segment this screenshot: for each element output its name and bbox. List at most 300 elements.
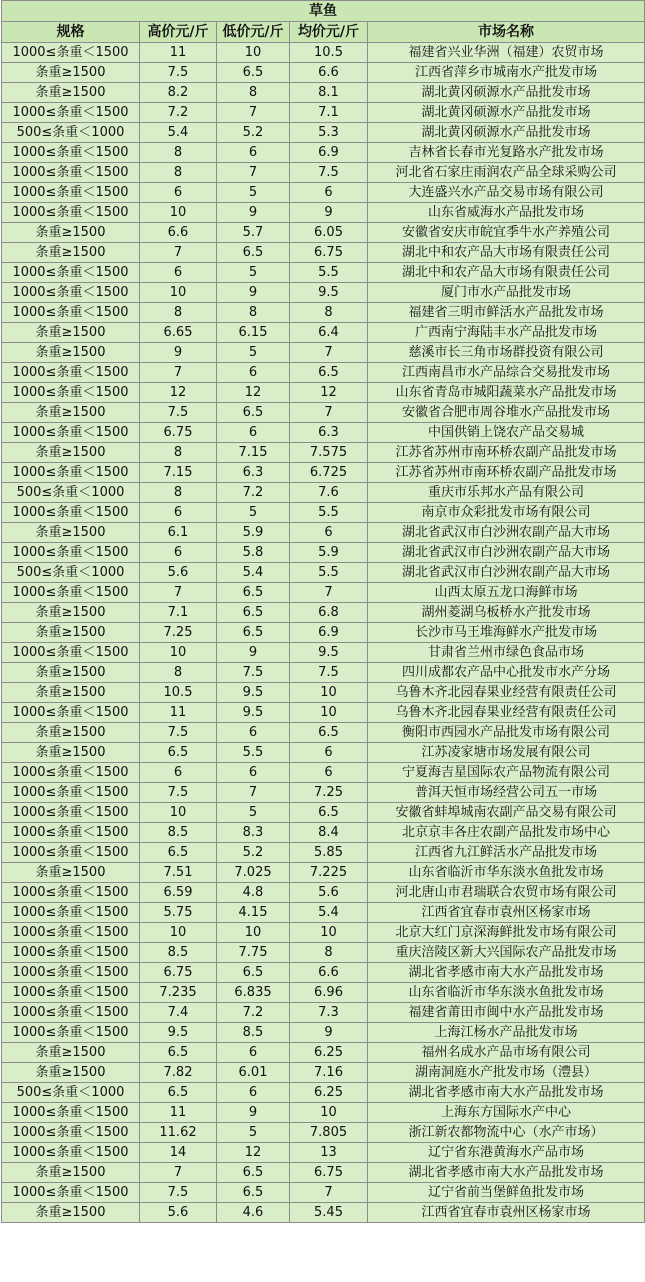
cell-market: 大连盛兴水产品交易市场有限公司 (368, 183, 645, 203)
cell-market: 江苏凌家塘市场发展有限公司 (368, 743, 645, 763)
cell-spec: 条重≥1500 (2, 603, 140, 623)
cell-low-price: 6.01 (217, 1063, 290, 1083)
table-row (2, 563, 645, 583)
cell-avg-price: 7 (290, 1183, 368, 1203)
table-row (2, 123, 645, 143)
cell-avg-price: 9 (290, 1023, 368, 1043)
cell-low-price: 6.5 (217, 63, 290, 83)
cell-spec: 条重≥1500 (2, 1063, 140, 1083)
cell-high-price: 5.75 (140, 903, 217, 923)
table-row (2, 643, 645, 663)
cell-avg-price: 7.5 (290, 163, 368, 183)
cell-avg-price: 5.5 (290, 503, 368, 523)
cell-low-price: 5 (217, 263, 290, 283)
cell-avg-price: 10 (290, 923, 368, 943)
cell-avg-price: 6 (290, 183, 368, 203)
cell-high-price: 8.5 (140, 823, 217, 843)
cell-high-price: 9.5 (140, 1023, 217, 1043)
cell-low-price: 6.5 (217, 623, 290, 643)
table-row (2, 1183, 645, 1203)
cell-market: 北京京丰各庄农副产品批发市场中心 (368, 823, 645, 843)
cell-spec: 1000≤条重＜1500 (2, 383, 140, 403)
cell-avg-price: 6.3 (290, 423, 368, 443)
header-avg-price: 均价元/斤 (290, 22, 368, 43)
cell-spec: 1000≤条重＜1500 (2, 763, 140, 783)
cell-market: 安徽省蚌埠城南农副产品交易有限公司 (368, 803, 645, 823)
cell-spec: 1000≤条重＜1500 (2, 543, 140, 563)
cell-avg-price: 6.5 (290, 723, 368, 743)
cell-high-price: 7.5 (140, 1183, 217, 1203)
cell-low-price: 4.15 (217, 903, 290, 923)
cell-market: 湖北黄冈硕源水产品批发市场 (368, 103, 645, 123)
cell-high-price: 7.5 (140, 63, 217, 83)
cell-market: 北京大红门京深海鲜批发市场有限公司 (368, 923, 645, 943)
cell-high-price: 6.5 (140, 1083, 217, 1103)
header-low-price: 低价元/斤 (217, 22, 290, 43)
cell-spec: 500≤条重＜1000 (2, 123, 140, 143)
cell-spec: 500≤条重＜1000 (2, 1083, 140, 1103)
cell-avg-price: 12 (290, 383, 368, 403)
cell-high-price: 5.6 (140, 563, 217, 583)
cell-spec: 条重≥1500 (2, 663, 140, 683)
cell-market: 湖北省孝感市南大水产品批发市场 (368, 963, 645, 983)
cell-market: 辽宁省前当堡鲜鱼批发市场 (368, 1183, 645, 1203)
header-spec: 规格 (2, 22, 140, 43)
cell-low-price: 4.8 (217, 883, 290, 903)
cell-spec: 1000≤条重＜1500 (2, 843, 140, 863)
table-row (2, 63, 645, 83)
cell-avg-price: 5.9 (290, 543, 368, 563)
cell-market: 江苏省苏州市南环桥农副产品批发市场 (368, 443, 645, 463)
cell-high-price: 6.5 (140, 1043, 217, 1063)
table-row (2, 943, 645, 963)
table-row (2, 543, 645, 563)
table-row (2, 603, 645, 623)
cell-high-price: 7.51 (140, 863, 217, 883)
table-row (2, 1083, 645, 1103)
cell-spec: 条重≥1500 (2, 723, 140, 743)
cell-low-price: 9.5 (217, 703, 290, 723)
table-title: 草鱼 (2, 1, 645, 22)
cell-spec: 1000≤条重＜1500 (2, 303, 140, 323)
cell-high-price: 8 (140, 143, 217, 163)
cell-market: 湖北黄冈硕源水产品批发市场 (368, 83, 645, 103)
table-row (2, 823, 645, 843)
cell-avg-price: 6.25 (290, 1083, 368, 1103)
cell-spec: 条重≥1500 (2, 623, 140, 643)
cell-market: 湖北中和农产品大市场有限责任公司 (368, 243, 645, 263)
cell-high-price: 8 (140, 163, 217, 183)
price-table (1, 0, 645, 1223)
cell-low-price: 6 (217, 143, 290, 163)
cell-spec: 1000≤条重＜1500 (2, 363, 140, 383)
cell-market: 湖北黄冈硕源水产品批发市场 (368, 123, 645, 143)
cell-spec: 1000≤条重＜1500 (2, 163, 140, 183)
table-row (2, 723, 645, 743)
table-row (2, 363, 645, 383)
cell-avg-price: 8 (290, 303, 368, 323)
table-row (2, 423, 645, 443)
cell-avg-price: 9.5 (290, 643, 368, 663)
cell-market: 山东省威海水产品批发市场 (368, 203, 645, 223)
cell-market: 上海东方国际水产中心 (368, 1103, 645, 1123)
table-row (2, 503, 645, 523)
cell-avg-price: 7 (290, 403, 368, 423)
cell-spec: 1000≤条重＜1500 (2, 803, 140, 823)
table-row (2, 803, 645, 823)
cell-low-price: 7.025 (217, 863, 290, 883)
cell-high-price: 6.59 (140, 883, 217, 903)
cell-low-price: 9 (217, 1103, 290, 1123)
cell-spec: 1000≤条重＜1500 (2, 703, 140, 723)
table-row (2, 783, 645, 803)
table-row (2, 903, 645, 923)
cell-high-price: 12 (140, 383, 217, 403)
cell-avg-price: 5.85 (290, 843, 368, 863)
table-row (2, 263, 645, 283)
cell-spec: 1000≤条重＜1500 (2, 1103, 140, 1123)
cell-spec: 1000≤条重＜1500 (2, 183, 140, 203)
cell-high-price: 10 (140, 643, 217, 663)
table-row (2, 1003, 645, 1023)
table-row (2, 583, 645, 603)
cell-avg-price: 7 (290, 343, 368, 363)
table-row (2, 683, 645, 703)
cell-market: 江西省宜春市袁州区杨家市场 (368, 903, 645, 923)
cell-avg-price: 6.05 (290, 223, 368, 243)
cell-high-price: 9 (140, 343, 217, 363)
cell-market: 湖州菱湖乌板桥水产批发市场 (368, 603, 645, 623)
table-row (2, 1203, 645, 1223)
cell-high-price: 8 (140, 303, 217, 323)
cell-market: 福建省三明市鲜活水产品批发市场 (368, 303, 645, 323)
cell-spec: 1000≤条重＜1500 (2, 423, 140, 443)
cell-market: 上海江杨水产品批发市场 (368, 1023, 645, 1043)
table-row (2, 1143, 645, 1163)
cell-avg-price: 6.5 (290, 363, 368, 383)
cell-low-price: 8 (217, 303, 290, 323)
cell-high-price: 6.5 (140, 743, 217, 763)
cell-low-price: 10 (217, 923, 290, 943)
cell-spec: 条重≥1500 (2, 83, 140, 103)
cell-avg-price: 8.1 (290, 83, 368, 103)
cell-market: 湖北省武汉市白沙洲农副产品大市场 (368, 563, 645, 583)
cell-avg-price: 5.5 (290, 563, 368, 583)
cell-high-price: 6 (140, 763, 217, 783)
cell-low-price: 6 (217, 1043, 290, 1063)
cell-avg-price: 6.25 (290, 1043, 368, 1063)
cell-spec: 1000≤条重＜1500 (2, 883, 140, 903)
cell-high-price: 8 (140, 483, 217, 503)
cell-low-price: 7.2 (217, 1003, 290, 1023)
table-row (2, 343, 645, 363)
cell-high-price: 14 (140, 1143, 217, 1163)
cell-high-price: 11 (140, 1103, 217, 1123)
cell-high-price: 7.5 (140, 783, 217, 803)
cell-market: 湖北省武汉市白沙洲农副产品大市场 (368, 523, 645, 543)
cell-spec: 1000≤条重＜1500 (2, 203, 140, 223)
cell-avg-price: 9.5 (290, 283, 368, 303)
cell-high-price: 7.235 (140, 983, 217, 1003)
cell-avg-price: 6 (290, 743, 368, 763)
cell-high-price: 6 (140, 543, 217, 563)
cell-high-price: 5.4 (140, 123, 217, 143)
cell-avg-price: 7.6 (290, 483, 368, 503)
cell-spec: 条重≥1500 (2, 443, 140, 463)
cell-low-price: 6.5 (217, 243, 290, 263)
cell-market: 山东省临沂市华东淡水鱼批发市场 (368, 983, 645, 1003)
table-row (2, 163, 645, 183)
cell-avg-price: 5.5 (290, 263, 368, 283)
cell-avg-price: 6.9 (290, 623, 368, 643)
cell-avg-price: 7.805 (290, 1123, 368, 1143)
cell-spec: 1000≤条重＜1500 (2, 143, 140, 163)
cell-spec: 条重≥1500 (2, 863, 140, 883)
cell-avg-price: 10 (290, 1103, 368, 1123)
cell-market: 河北唐山市君瑞联合农贸市场有限公司 (368, 883, 645, 903)
cell-market: 山东省青岛市城阳蔬菜水产品批发市场 (368, 383, 645, 403)
cell-avg-price: 6.96 (290, 983, 368, 1003)
cell-spec: 1000≤条重＜1500 (2, 583, 140, 603)
table-row (2, 463, 645, 483)
cell-market: 山西太原五龙口海鲜市场 (368, 583, 645, 603)
table-row (2, 483, 645, 503)
cell-high-price: 7.15 (140, 463, 217, 483)
table-row (2, 243, 645, 263)
cell-high-price: 8 (140, 663, 217, 683)
table-row (2, 443, 645, 463)
cell-high-price: 7.2 (140, 103, 217, 123)
cell-low-price: 12 (217, 383, 290, 403)
cell-high-price: 8.5 (140, 943, 217, 963)
cell-spec: 条重≥1500 (2, 343, 140, 363)
cell-low-price: 6 (217, 1083, 290, 1103)
cell-market: 江西省萍乡市城南水产批发市场 (368, 63, 645, 83)
cell-avg-price: 6 (290, 763, 368, 783)
table-row (2, 303, 645, 323)
cell-avg-price: 7.16 (290, 1063, 368, 1083)
cell-spec: 条重≥1500 (2, 743, 140, 763)
cell-high-price: 6.75 (140, 423, 217, 443)
cell-high-price: 7 (140, 243, 217, 263)
cell-avg-price: 6.75 (290, 1163, 368, 1183)
table-row (2, 703, 645, 723)
cell-low-price: 6 (217, 723, 290, 743)
table-row (2, 923, 645, 943)
cell-low-price: 7.15 (217, 443, 290, 463)
cell-spec: 条重≥1500 (2, 1203, 140, 1223)
cell-avg-price: 7.575 (290, 443, 368, 463)
cell-market: 慈溪市长三角市场群投资有限公司 (368, 343, 645, 363)
table-row (2, 1163, 645, 1183)
cell-low-price: 6.5 (217, 403, 290, 423)
cell-market: 湖北省孝感市南大水产品批发市场 (368, 1083, 645, 1103)
cell-high-price: 7.5 (140, 723, 217, 743)
cell-spec: 1000≤条重＜1500 (2, 103, 140, 123)
cell-high-price: 5.6 (140, 1203, 217, 1223)
cell-avg-price: 10 (290, 683, 368, 703)
table-row (2, 83, 645, 103)
cell-market: 四川成都农产品中心批发市水产分场 (368, 663, 645, 683)
header-market: 市场名称 (368, 22, 645, 43)
cell-low-price: 7 (217, 163, 290, 183)
cell-high-price: 6.65 (140, 323, 217, 343)
cell-avg-price: 5.45 (290, 1203, 368, 1223)
cell-low-price: 6.5 (217, 1183, 290, 1203)
cell-low-price: 9.5 (217, 683, 290, 703)
cell-spec: 条重≥1500 (2, 1043, 140, 1063)
cell-high-price: 7.1 (140, 603, 217, 623)
cell-low-price: 5 (217, 183, 290, 203)
table-row (2, 523, 645, 543)
cell-low-price: 5.7 (217, 223, 290, 243)
table-row (2, 843, 645, 863)
cell-low-price: 9 (217, 643, 290, 663)
table-row (2, 143, 645, 163)
cell-high-price: 6.6 (140, 223, 217, 243)
cell-market: 南京市众彩批发市场有限公司 (368, 503, 645, 523)
cell-high-price: 6.75 (140, 963, 217, 983)
cell-low-price: 5 (217, 1123, 290, 1143)
cell-avg-price: 9 (290, 203, 368, 223)
cell-market: 长沙市马王堆海鲜水产批发市场 (368, 623, 645, 643)
cell-low-price: 6.15 (217, 323, 290, 343)
cell-spec: 1000≤条重＜1500 (2, 923, 140, 943)
cell-spec: 条重≥1500 (2, 403, 140, 423)
table-row (2, 183, 645, 203)
cell-avg-price: 6 (290, 523, 368, 543)
cell-market: 安徽省安庆市皖宜季牛水产养殖公司 (368, 223, 645, 243)
cell-market: 厦门市水产品批发市场 (368, 283, 645, 303)
cell-avg-price: 7.225 (290, 863, 368, 883)
cell-avg-price: 6.5 (290, 803, 368, 823)
cell-spec: 1000≤条重＜1500 (2, 1143, 140, 1163)
table-row (2, 323, 645, 343)
cell-market: 福建省兴业华洲（福建）农贸市场 (368, 43, 645, 63)
cell-avg-price: 6.6 (290, 63, 368, 83)
cell-low-price: 6.5 (217, 603, 290, 623)
cell-high-price: 8 (140, 443, 217, 463)
cell-market: 江西省九江鲜活水产品批发市场 (368, 843, 645, 863)
cell-low-price: 8 (217, 83, 290, 103)
cell-market: 湖北省武汉市白沙洲农副产品大市场 (368, 543, 645, 563)
cell-low-price: 5 (217, 803, 290, 823)
cell-low-price: 8.5 (217, 1023, 290, 1043)
cell-spec: 1000≤条重＜1500 (2, 463, 140, 483)
cell-market: 重庆市乐邦水产品有限公司 (368, 483, 645, 503)
cell-market: 湖南洞庭水产批发市场（澧县） (368, 1063, 645, 1083)
table-row (2, 963, 645, 983)
cell-spec: 1000≤条重＜1500 (2, 943, 140, 963)
cell-high-price: 6.1 (140, 523, 217, 543)
cell-market: 江苏省苏州市南环桥农副产品批发市场 (368, 463, 645, 483)
cell-market: 普洱天恒市场经营公司五一市场 (368, 783, 645, 803)
cell-low-price: 10 (217, 43, 290, 63)
cell-spec: 1000≤条重＜1500 (2, 1183, 140, 1203)
cell-spec: 条重≥1500 (2, 323, 140, 343)
cell-avg-price: 10.5 (290, 43, 368, 63)
cell-avg-price: 7.1 (290, 103, 368, 123)
table-row (2, 983, 645, 1003)
table-row (2, 1103, 645, 1123)
cell-spec: 1000≤条重＜1500 (2, 283, 140, 303)
cell-spec: 1000≤条重＜1500 (2, 1023, 140, 1043)
cell-low-price: 5.8 (217, 543, 290, 563)
cell-avg-price: 6.75 (290, 243, 368, 263)
cell-avg-price: 10 (290, 703, 368, 723)
cell-high-price: 11.62 (140, 1123, 217, 1143)
cell-market: 湖北省孝感市南大水产品批发市场 (368, 1163, 645, 1183)
cell-spec: 1000≤条重＜1500 (2, 963, 140, 983)
cell-low-price: 5 (217, 343, 290, 363)
cell-spec: 1000≤条重＜1500 (2, 43, 140, 63)
cell-low-price: 9 (217, 283, 290, 303)
cell-high-price: 10 (140, 203, 217, 223)
table-row (2, 383, 645, 403)
table-row (2, 223, 645, 243)
cell-low-price: 5.2 (217, 123, 290, 143)
cell-low-price: 6.5 (217, 583, 290, 603)
cell-high-price: 7.82 (140, 1063, 217, 1083)
cell-avg-price: 6.725 (290, 463, 368, 483)
cell-market: 江西省宜春市袁州区杨家市场 (368, 1203, 645, 1223)
table-row (2, 663, 645, 683)
table-row (2, 203, 645, 223)
cell-market: 吉林省长春市光复路水产批发市场 (368, 143, 645, 163)
cell-low-price: 7 (217, 783, 290, 803)
cell-high-price: 10 (140, 803, 217, 823)
cell-low-price: 12 (217, 1143, 290, 1163)
cell-market: 衡阳市西园水产品批发市场有限公司 (368, 723, 645, 743)
cell-spec: 1000≤条重＜1500 (2, 1123, 140, 1143)
cell-low-price: 8.3 (217, 823, 290, 843)
cell-market: 浙江新农都物流中心（水产市场） (368, 1123, 645, 1143)
cell-low-price: 6.5 (217, 1163, 290, 1183)
cell-spec: 1000≤条重＜1500 (2, 983, 140, 1003)
cell-low-price: 6.835 (217, 983, 290, 1003)
cell-high-price: 6 (140, 183, 217, 203)
cell-low-price: 7.2 (217, 483, 290, 503)
cell-spec: 条重≥1500 (2, 243, 140, 263)
table-row (2, 623, 645, 643)
cell-avg-price: 13 (290, 1143, 368, 1163)
cell-market: 福建省莆田市闽中水产品批发市场 (368, 1003, 645, 1023)
cell-spec: 条重≥1500 (2, 1163, 140, 1183)
cell-high-price: 6 (140, 503, 217, 523)
cell-market: 河北省石家庄雨润农产品全球采购公司 (368, 163, 645, 183)
cell-high-price: 11 (140, 43, 217, 63)
cell-high-price: 8.2 (140, 83, 217, 103)
cell-high-price: 10.5 (140, 683, 217, 703)
cell-low-price: 6 (217, 423, 290, 443)
cell-high-price: 7.5 (140, 403, 217, 423)
cell-spec: 1000≤条重＜1500 (2, 503, 140, 523)
cell-low-price: 7 (217, 103, 290, 123)
table-header-row (2, 22, 645, 43)
cell-low-price: 5 (217, 503, 290, 523)
cell-high-price: 6.5 (140, 843, 217, 863)
table-title-row (2, 1, 645, 22)
cell-high-price: 7 (140, 363, 217, 383)
cell-market: 福州名成水产品市场有限公司 (368, 1043, 645, 1063)
cell-spec: 1000≤条重＜1500 (2, 783, 140, 803)
cell-market: 乌鲁木齐北园春果业经营有限责任公司 (368, 683, 645, 703)
cell-spec: 条重≥1500 (2, 523, 140, 543)
cell-avg-price: 8 (290, 943, 368, 963)
cell-spec: 条重≥1500 (2, 223, 140, 243)
cell-market: 重庆涪陵区新大兴国际农产品批发市场 (368, 943, 645, 963)
cell-market: 乌鲁木齐北园春果业经营有限责任公司 (368, 703, 645, 723)
